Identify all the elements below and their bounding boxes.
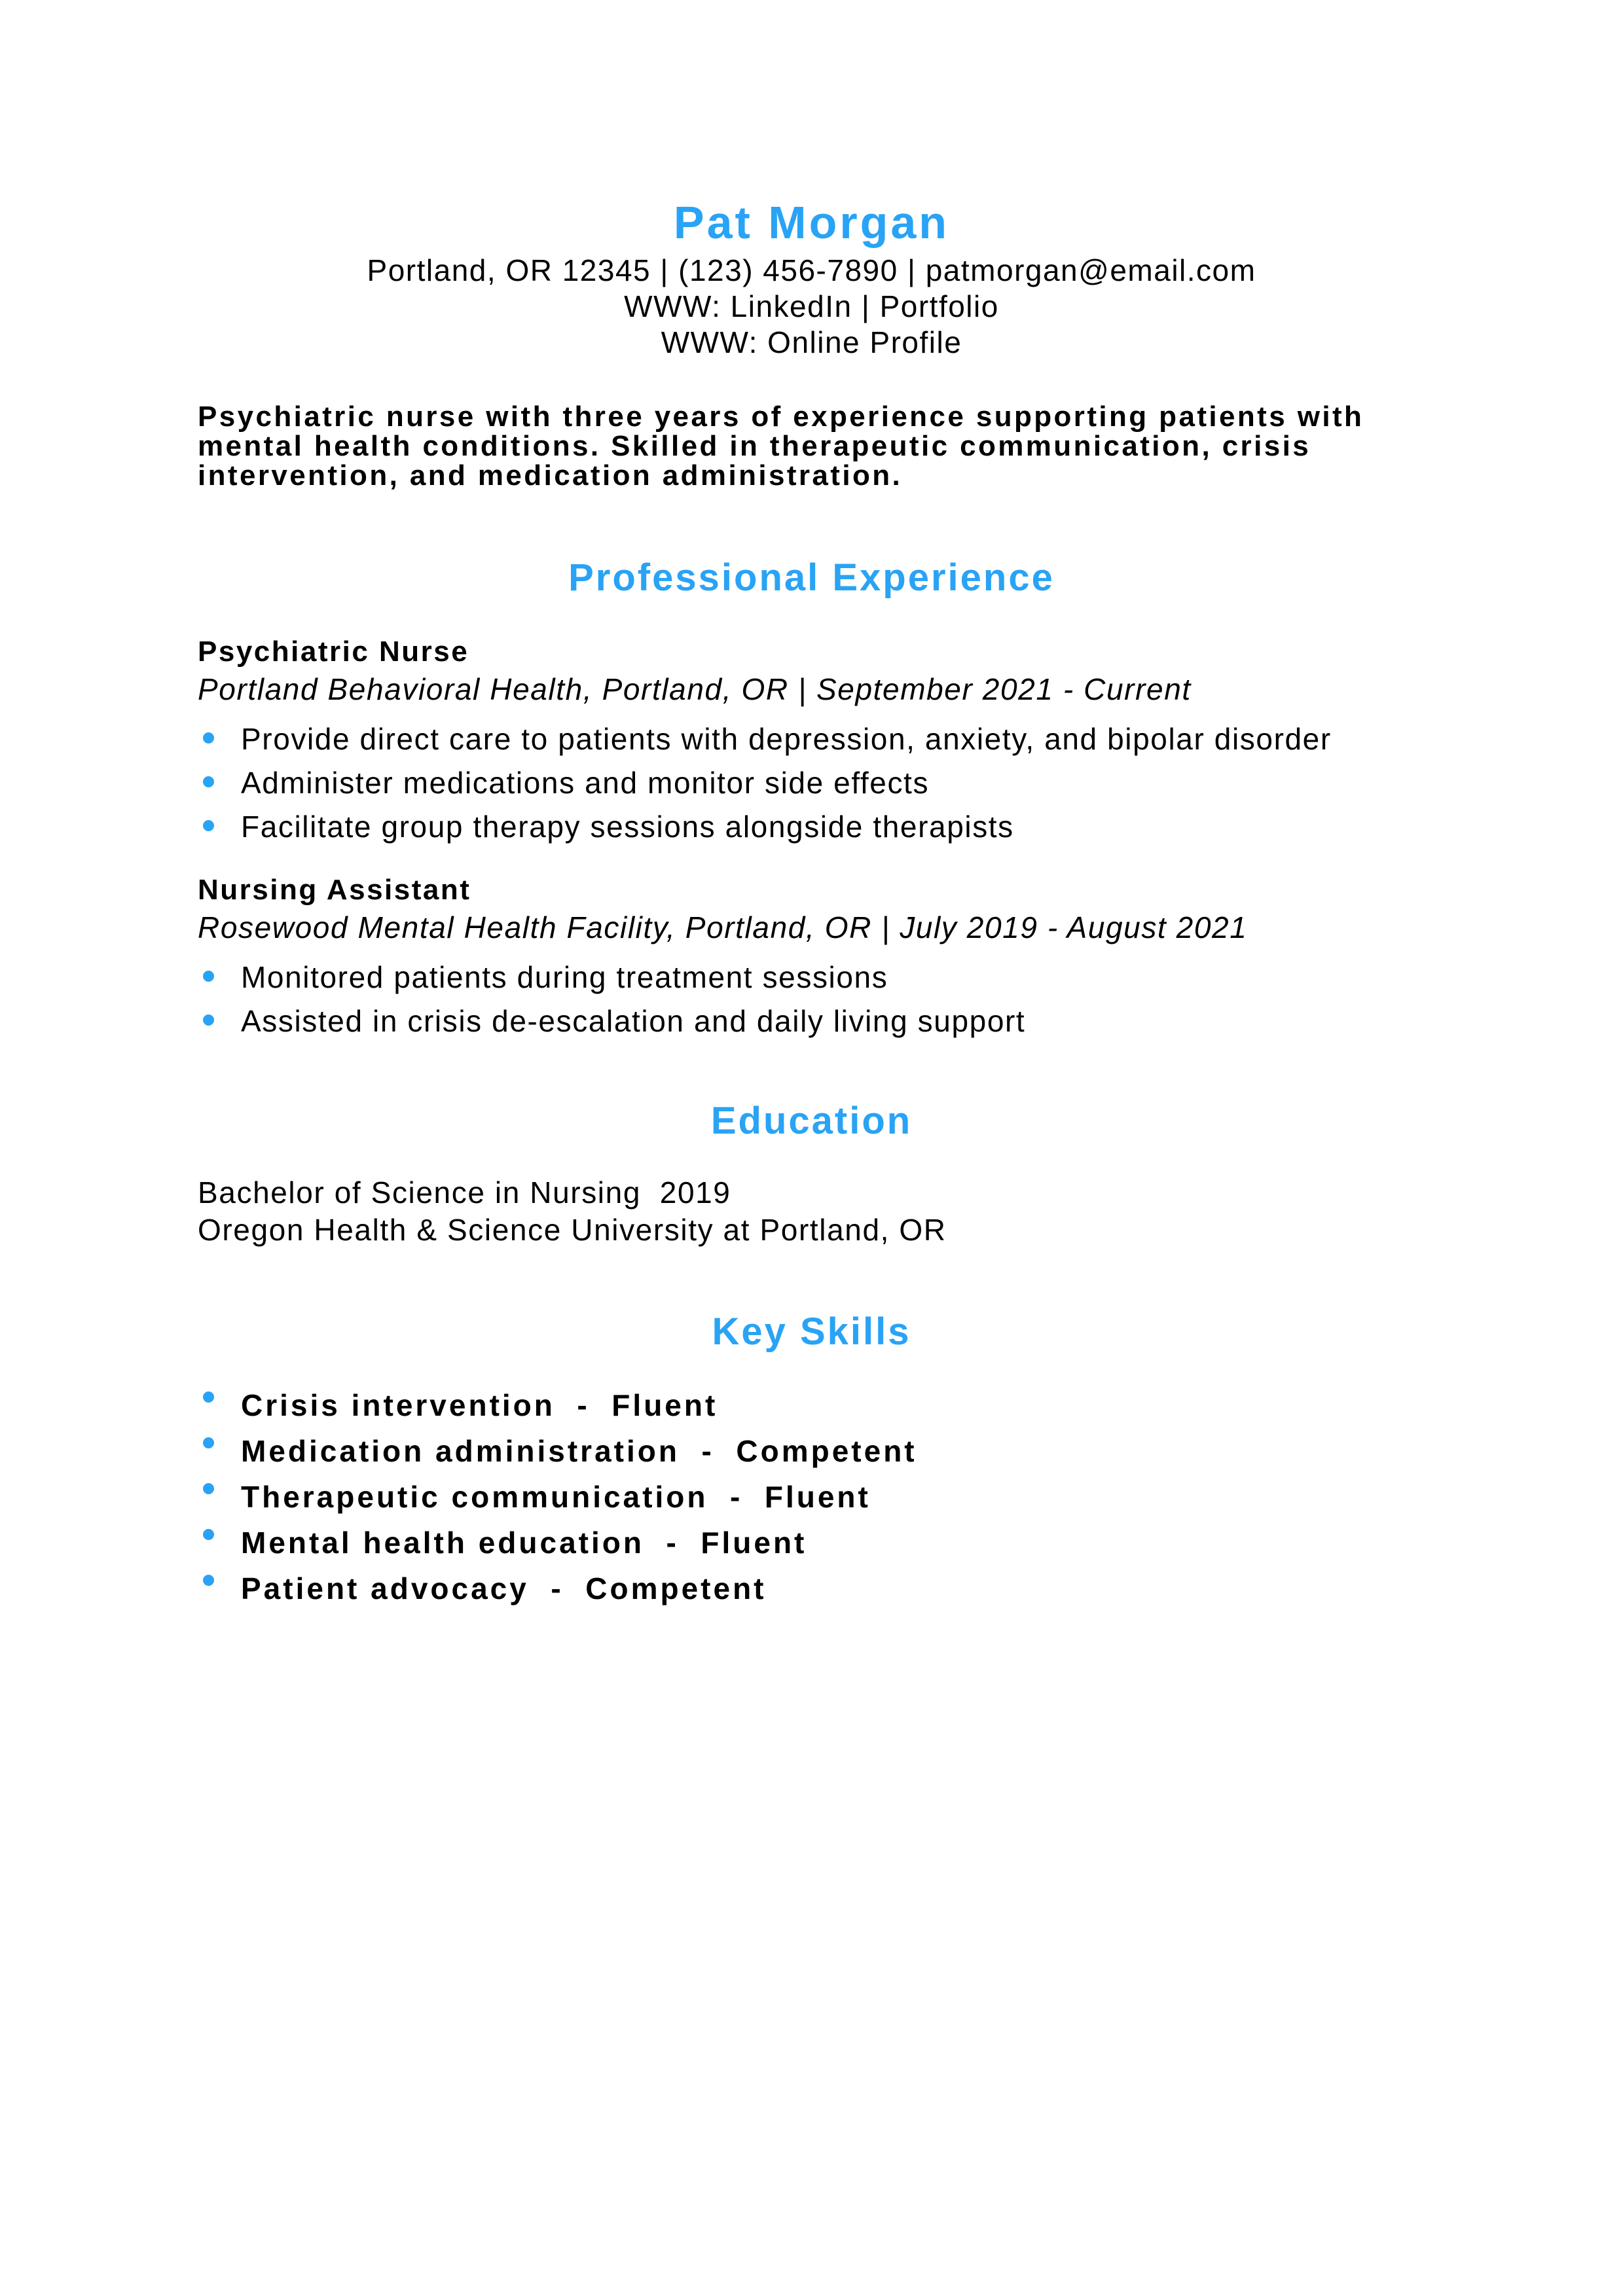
education-heading: Education	[710, 1100, 913, 1142]
job-bullet	[198, 956, 1025, 999]
job-title: Nursing Assistant	[198, 874, 471, 906]
bullet-text: Provide direct care to patients with depression, anxiety, and bipolar disorder	[241, 722, 1332, 756]
bullet-icon	[203, 1483, 214, 1494]
links-line: WWW: LinkedIn | Portfolio	[624, 289, 999, 323]
job-bullets	[198, 717, 1332, 849]
contact-line: Portland, OR 12345 | (123) 456-7890 | patmorgan@email.com	[367, 253, 1256, 287]
skill-item	[198, 1428, 917, 1474]
skill-text: Patient advocacy - Competent	[241, 1571, 767, 1605]
bullet-icon	[203, 732, 214, 744]
skills-heading: Key Skills	[712, 1310, 911, 1353]
job-meta: Rosewood Mental Health Facility, Portland, OR | July 2019 - August 2021	[198, 910, 1248, 944]
bullet-icon	[203, 1437, 214, 1448]
bullet-text: Monitored patients during treatment sessions	[241, 960, 888, 994]
contact-block	[198, 253, 1425, 361]
bullet-icon	[203, 820, 214, 831]
job-bullet	[198, 805, 1332, 849]
skill-text: Crisis intervention - Fluent	[241, 1388, 718, 1422]
job-title: Psychiatric Nurse	[198, 636, 469, 668]
bullet-text: Assisted in crisis de-escalation and daily living support	[241, 1004, 1026, 1038]
bullet-icon	[203, 971, 214, 982]
school-line: Oregon Health & Science University at Portland, OR	[198, 1213, 947, 1247]
skill-text: Mental health education - Fluent	[241, 1526, 807, 1560]
summary: Psychiatric nurse with three years of experience supporting patients with mental health conditions. Skilled in therapeutic communication, crisis intervention, and medication administration.	[198, 401, 1364, 492]
skill-item	[198, 1566, 917, 1611]
job-bullets	[198, 956, 1025, 1043]
job-bullet	[198, 999, 1025, 1043]
skill-item	[198, 1382, 917, 1428]
job-meta: Portland Behavioral Health, Portland, OR | September 2021 - Current	[198, 672, 1192, 706]
bullet-icon	[203, 1014, 214, 1026]
skill-text: Therapeutic communication - Fluent	[241, 1480, 871, 1514]
bullet-icon	[203, 1529, 214, 1540]
skills-list	[198, 1382, 917, 1611]
bullet-text: Administer medications and monitor side effects	[241, 766, 930, 800]
bullet-icon	[203, 776, 214, 787]
bullet-text: Facilitate group therapy sessions alongside therapists	[241, 810, 1014, 844]
skill-item	[198, 1520, 917, 1566]
job-bullet	[198, 717, 1332, 761]
job-bullet	[198, 761, 1332, 805]
bullet-icon	[203, 1575, 214, 1586]
education-block	[198, 1174, 947, 1249]
degree-line: Bachelor of Science in Nursing 2019	[198, 1175, 731, 1210]
bullet-icon	[203, 1391, 214, 1403]
skill-item	[198, 1474, 917, 1520]
experience-heading: Professional Experience	[568, 556, 1055, 599]
profile-line: WWW: Online Profile	[661, 325, 962, 359]
candidate-name: Pat Morgan	[673, 197, 950, 248]
skill-text: Medication administration - Competent	[241, 1434, 917, 1468]
